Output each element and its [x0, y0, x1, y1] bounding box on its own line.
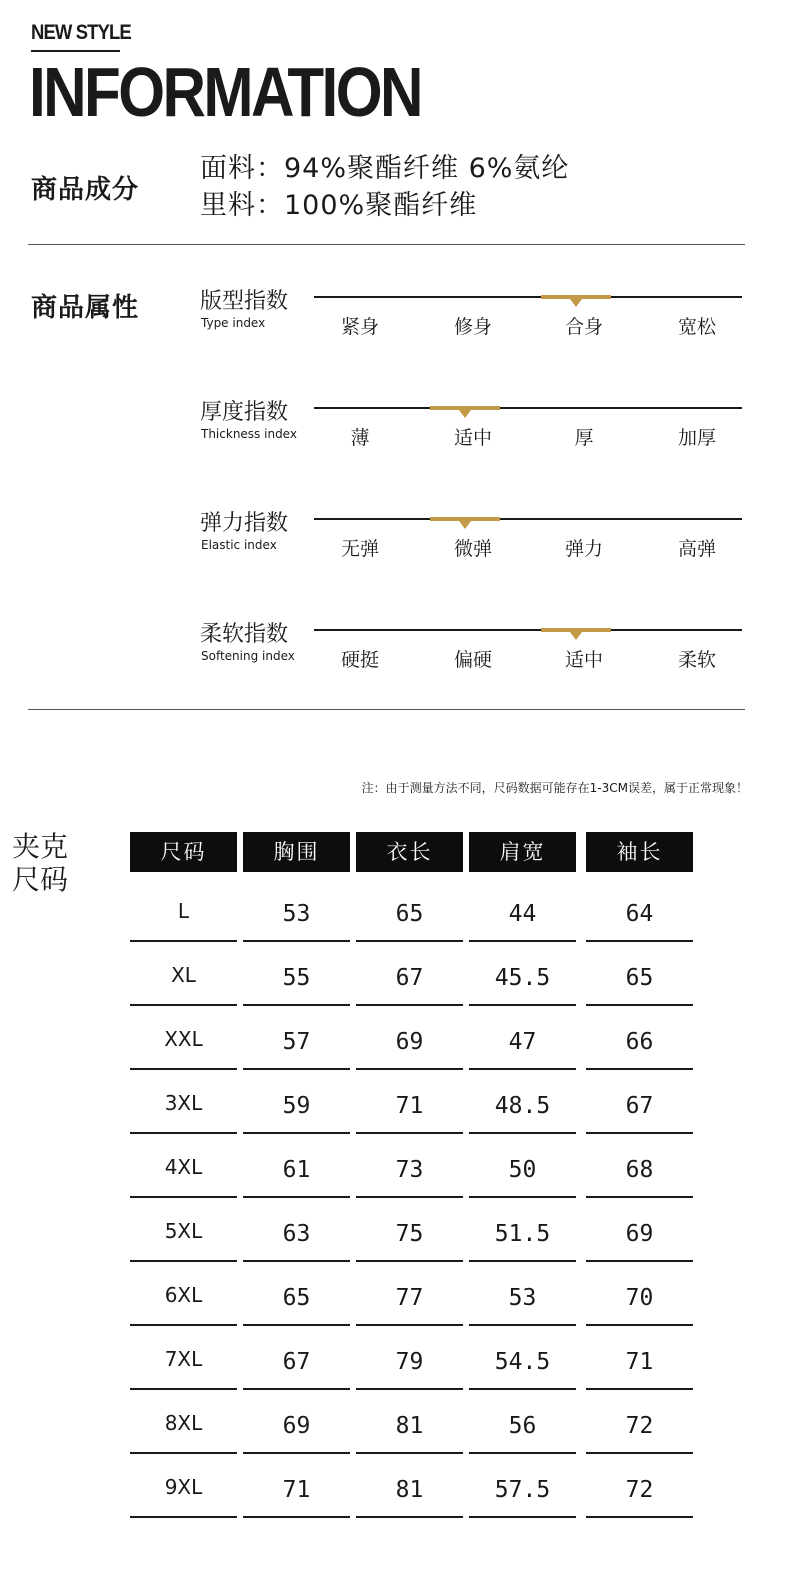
- size-note: 注：由于测量方法不同，尺码数据可能存在1-3CM误差，属于正常现象！: [361, 781, 748, 795]
- size-cell: XL: [171, 963, 196, 987]
- size-cell: 7XL: [164, 1347, 203, 1371]
- row-underline: [469, 1196, 576, 1198]
- composition-line-lining: 里料：100%聚酯纤维: [200, 190, 478, 221]
- row-underline: [130, 940, 237, 942]
- row-underline: [130, 1324, 237, 1326]
- row-underline: [243, 940, 350, 942]
- row-underline: [469, 1004, 576, 1006]
- row-underline: [243, 1196, 350, 1198]
- attr-selected-pointer: [459, 410, 471, 418]
- row-underline: [243, 1452, 350, 1454]
- row-underline: [586, 1324, 693, 1326]
- size-cell: 4XL: [164, 1155, 203, 1179]
- size-cell: L: [177, 899, 190, 923]
- measure-cell: 70: [625, 1285, 654, 1311]
- measure-cell: 69: [625, 1221, 654, 1247]
- row-underline: [130, 1068, 237, 1070]
- measure-cell: 71: [282, 1477, 311, 1503]
- measure-cell: 59: [282, 1093, 311, 1119]
- size-cell: 8XL: [164, 1411, 203, 1435]
- measure-cell: 67: [625, 1093, 654, 1119]
- measure-cell: 69: [395, 1029, 424, 1055]
- attr-option: 偏硬: [453, 649, 492, 671]
- measure-cell: 56: [508, 1413, 537, 1439]
- attr-title-en: Thickness index: [201, 427, 297, 441]
- measure-cell: 81: [395, 1477, 424, 1503]
- row-underline: [243, 1324, 350, 1326]
- row-underline: [469, 1324, 576, 1326]
- measure-cell: 67: [395, 965, 424, 991]
- measure-cell: 81: [395, 1413, 424, 1439]
- measure-cell: 71: [625, 1349, 654, 1375]
- measure-cell: 45.5: [494, 965, 551, 991]
- attr-option: 硬挺: [340, 649, 379, 671]
- attr-option: 适中: [564, 649, 603, 671]
- row-underline: [356, 1388, 463, 1390]
- measure-cell: 51.5: [494, 1221, 551, 1247]
- measure-cell: 55: [282, 965, 311, 991]
- attr-title-en: Softening index: [201, 649, 295, 663]
- attr-scale-line: [314, 407, 742, 409]
- measure-cell: 72: [625, 1477, 654, 1503]
- attr-option: 弹力: [564, 538, 603, 560]
- size-cell: XXL: [164, 1027, 203, 1051]
- row-underline: [243, 1388, 350, 1390]
- measure-cell: 44: [508, 901, 537, 927]
- measure-cell: 48.5: [494, 1093, 551, 1119]
- row-underline: [586, 1516, 693, 1518]
- row-underline: [469, 940, 576, 942]
- measure-cell: 53: [282, 901, 311, 927]
- row-underline: [469, 1516, 576, 1518]
- row-underline: [586, 1388, 693, 1390]
- section-divider: [28, 244, 745, 245]
- measure-cell: 65: [395, 901, 424, 927]
- attr-option: 高弹: [677, 538, 716, 560]
- attr-option: 厚: [574, 427, 594, 449]
- table-header-cell: 尺码: [130, 832, 237, 872]
- table-header-cell: 肩宽: [469, 832, 576, 872]
- attr-option: 合身: [564, 316, 603, 338]
- attr-scale-line: [314, 518, 742, 520]
- measure-cell: 65: [282, 1285, 311, 1311]
- measure-cell: 69: [282, 1413, 311, 1439]
- row-underline: [130, 1388, 237, 1390]
- attr-selected-pointer: [459, 521, 471, 529]
- row-underline: [243, 1068, 350, 1070]
- attributes-label: 商品属性: [31, 293, 140, 323]
- size-cell: 6XL: [164, 1283, 203, 1307]
- row-underline: [356, 940, 463, 942]
- attr-title-cn: 厚度指数: [200, 400, 289, 425]
- row-underline: [586, 1068, 693, 1070]
- measure-cell: 54.5: [494, 1349, 551, 1375]
- row-underline: [356, 1324, 463, 1326]
- measure-cell: 64: [625, 901, 654, 927]
- row-underline: [356, 1452, 463, 1454]
- attr-title-en: Type index: [201, 316, 266, 330]
- table-header-cell: 胸围: [243, 832, 350, 872]
- table-header-cell: 衣长: [356, 832, 463, 872]
- row-underline: [356, 1196, 463, 1198]
- table-header-cell: 袖长: [586, 832, 693, 872]
- measure-cell: 53: [508, 1285, 537, 1311]
- row-underline: [243, 1132, 350, 1134]
- row-underline: [243, 1260, 350, 1262]
- attr-option: 薄: [350, 427, 370, 449]
- row-underline: [469, 1068, 576, 1070]
- composition-line-fabric: 面料：94%聚酯纤维 6%氨纶: [200, 153, 570, 184]
- row-underline: [130, 1132, 237, 1134]
- row-underline: [356, 1004, 463, 1006]
- attr-option: 适中: [453, 427, 492, 449]
- attr-option: 宽松: [677, 316, 716, 338]
- measure-cell: 57: [282, 1029, 311, 1055]
- size-chart-label: 夹克尺码: [12, 830, 69, 896]
- measure-cell: 75: [395, 1221, 424, 1247]
- size-cell: 9XL: [164, 1475, 203, 1499]
- row-underline: [356, 1516, 463, 1518]
- row-underline: [469, 1452, 576, 1454]
- attr-option: 修身: [453, 316, 492, 338]
- measure-cell: 61: [282, 1157, 311, 1183]
- measure-cell: 66: [625, 1029, 654, 1055]
- measure-cell: 57.5: [494, 1477, 551, 1503]
- measure-cell: 65: [625, 965, 654, 991]
- row-underline: [469, 1132, 576, 1134]
- measure-cell: 77: [395, 1285, 424, 1311]
- attr-selected-pointer: [570, 299, 582, 307]
- measure-cell: 79: [395, 1349, 424, 1375]
- attr-option: 紧身: [340, 316, 379, 338]
- row-underline: [130, 1516, 237, 1518]
- section-divider: [28, 709, 745, 710]
- attr-selected-pointer: [570, 632, 582, 640]
- row-underline: [130, 1196, 237, 1198]
- measure-cell: 50: [508, 1157, 537, 1183]
- measure-cell: 68: [625, 1157, 654, 1183]
- row-underline: [356, 1260, 463, 1262]
- row-underline: [586, 1260, 693, 1262]
- measure-cell: 63: [282, 1221, 311, 1247]
- row-underline: [243, 1004, 350, 1006]
- new-style-label: NEW STYLE: [31, 21, 131, 44]
- row-underline: [469, 1388, 576, 1390]
- row-underline: [130, 1260, 237, 1262]
- attr-title-cn: 弹力指数: [200, 511, 289, 536]
- attr-scale-line: [314, 629, 742, 631]
- measure-cell: 72: [625, 1413, 654, 1439]
- row-underline: [130, 1004, 237, 1006]
- attr-option: 柔软: [677, 649, 716, 671]
- measure-cell: 67: [282, 1349, 311, 1375]
- size-cell: 3XL: [164, 1091, 203, 1115]
- row-underline: [130, 1452, 237, 1454]
- size-cell: 5XL: [164, 1219, 203, 1243]
- row-underline: [586, 1132, 693, 1134]
- attr-option: 无弹: [340, 538, 379, 560]
- row-underline: [586, 940, 693, 942]
- row-underline: [356, 1132, 463, 1134]
- measure-cell: 73: [395, 1157, 424, 1183]
- attr-title-cn: 版型指数: [200, 289, 289, 314]
- attr-option: 微弹: [453, 538, 492, 560]
- row-underline: [586, 1196, 693, 1198]
- attr-scale-line: [314, 296, 742, 298]
- attr-option: 加厚: [677, 427, 716, 449]
- attr-title-en: Elastic index: [201, 538, 277, 552]
- measure-cell: 71: [395, 1093, 424, 1119]
- row-underline: [356, 1068, 463, 1070]
- row-underline: [243, 1516, 350, 1518]
- row-underline: [586, 1452, 693, 1454]
- composition-label: 商品成分: [31, 175, 140, 205]
- measure-cell: 47: [508, 1029, 537, 1055]
- attr-title-cn: 柔软指数: [200, 622, 289, 647]
- page-title: INFORMATION: [29, 53, 421, 131]
- row-underline: [586, 1004, 693, 1006]
- row-underline: [469, 1260, 576, 1262]
